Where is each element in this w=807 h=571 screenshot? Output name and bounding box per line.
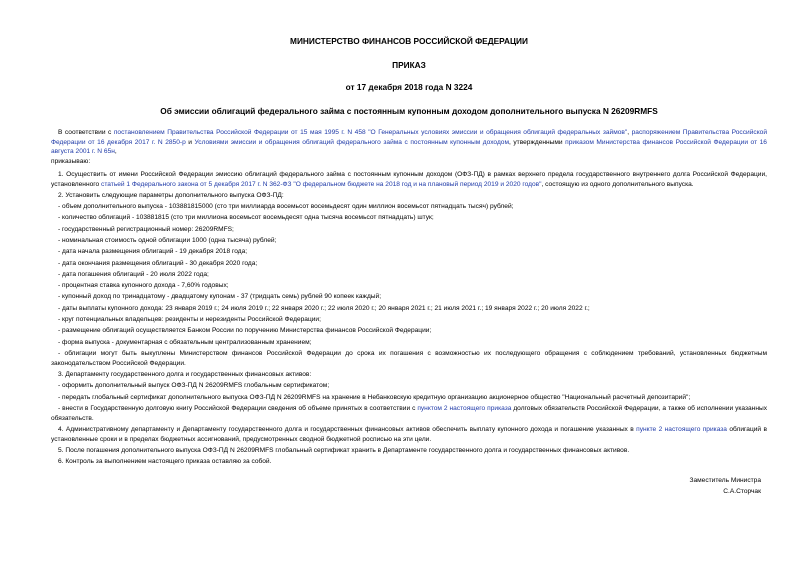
paragraph-text: 1. Осуществить от имени Российской Федерации эмиссию облигаций федерального займа с постоянным купонным доходом (ОФЗ-ПД) в рамках верхнего предела государственного внутреннего долга Российской Федерации, установленного bbox=[51, 170, 767, 188]
paragraph-2-line: 2. Установить следующие параметры дополнительного выпуска ОФЗ-ПД: bbox=[58, 191, 284, 199]
order-subject: Об эмиссии облигаций федерального займа с постоянным купонным доходом дополнительного выпуска N 26209RMFS bbox=[160, 106, 658, 116]
paragraph-3-line: - оформить дополнительный выпуск ОФЗ-ПД N 26209RMFS глобальным сертификатом; bbox=[58, 382, 330, 390]
order-body bbox=[51, 170, 767, 467]
paragraph-2-line: - размещение облигаций осуществляется Банком России по поручению Министерства финансов Российской Федерации; bbox=[58, 327, 432, 335]
preamble-text: , утвержденными bbox=[509, 138, 566, 146]
paragraph-2-line: - дата окончания размещения облигаций - 30 декабря 2020 года; bbox=[58, 259, 258, 267]
paragraph-2-line: - облигации могут быть выкуплены Министерством финансов Российской Федерации до срока их погашения с возможностью их последующего обращения с соблюдением требований, установленных бюджетным законодательством Российской Федерации. bbox=[51, 349, 767, 367]
paragraph-2-line: - объем дополнительного выпуска - 103881815000 (сто три миллиарда восемьсот восемьдесят один миллион восемьсот пятнадцать тысяч) рублей; bbox=[58, 203, 514, 211]
paragraph-2-line: - дата погашения облигаций - 20 июля 2022 года; bbox=[58, 270, 209, 278]
document-type: ПРИКАЗ bbox=[392, 60, 426, 70]
paragraph-2-line: - дата начала размещения облигаций - 19 декабря 2018 года; bbox=[58, 248, 248, 256]
paragraph-text: облигаций в установленные сроки и в пределах бюджетных ассигнований, предусмотренных сводной бюджетной росписью на эти цели. bbox=[51, 425, 767, 443]
paragraph-2-line: - номинальная стоимость одной облигации 1000 (одна тысяча) рублей; bbox=[58, 237, 277, 244]
paragraph-4 bbox=[51, 425, 767, 444]
preamble-text: и bbox=[185, 138, 195, 146]
preamble-text: , bbox=[114, 148, 117, 156]
paragraph-3-line: - передать глобальный сертификат дополнительного выпуска ОФЗ-ПД N 26209RMFS на хранение в Небанковскую кредитную организацию акционерное общество "Национальный расчетный депозитарий"; bbox=[58, 393, 691, 401]
signature-block bbox=[51, 475, 767, 497]
order-date-number: от 17 декабря 2018 года N 3224 bbox=[345, 82, 473, 92]
paragraph-2-line: - государственный регистрационный номер: 26209RMFS; bbox=[58, 225, 234, 233]
preamble-text: , bbox=[627, 129, 632, 136]
paragraph-text: 4. Административному департаменту и Департаменту государственного долга и государственных финансовых активов обеспечить выплату купонного дохода и погашение указанных в bbox=[58, 425, 637, 433]
link-federal-law-362[interactable]: статьей 1 Федерального закона от 5 декабря 2017 г. N 362-ФЗ "О федеральном бюджете на 2018 год и на плановый период 2019 и 2020 годов" bbox=[101, 180, 542, 188]
paragraph-2-line: - даты выплаты купонного дохода: 23 января 2019 г.; 24 июля 2019 г.; 22 января 2020 г.; 22 июля 2020 г.; 20 января 2021 г.; 21 июля 2021 г.; 19 января 2022 г.; 20 июля 2022 г.; bbox=[58, 304, 590, 312]
paragraph-2-line: - круг потенциальных владельцев: резиденты и нерезиденты Российской Федерации; bbox=[58, 316, 321, 324]
link-government-order-2850[interactable]: распоряжением Правительства Российской Федерации от 16 декабря 2017 г. N 2850-р bbox=[51, 129, 767, 146]
paragraph-2-line: - купонный доход по тринадцатому - двадцатому купонам - 37 (тридцать семь) рублей 90 копеек каждый; bbox=[58, 293, 382, 301]
paragraph-2-line: - процентная ставка купонного дохода - 7,60% годовых; bbox=[58, 282, 229, 290]
paragraph-1 bbox=[51, 170, 767, 189]
link-government-decree-458[interactable]: постановлением Правительства Российской Федерации от 15 мая 1995 г. N 458 "О Генеральных условиях эмиссии и обращения облигаций федеральных займов" bbox=[113, 129, 628, 136]
paragraph-3-line bbox=[51, 404, 767, 423]
ministry-heading: МИНИСТЕРСТВО ФИНАНСОВ РОССИЙСКОЙ ФЕДЕРАЦИИ bbox=[290, 36, 528, 46]
link-point-2[interactable]: пункте 2 настоящего приказа bbox=[636, 425, 727, 433]
signatory-name: С.А.Сторчак bbox=[723, 487, 761, 495]
link-emission-conditions[interactable]: Условиями эмиссии и обращения облигаций федерального займа с постоянным купонным доходом bbox=[194, 138, 509, 146]
paragraph-5: 5. После погашения дополнительного выпуска ОФЗ-ПД N 26209RMFS глобальный сертификат хранить в Департаменте государственного долга и государственных финансовых активов. bbox=[58, 446, 630, 454]
link-minfin-order-65n[interactable]: приказом Министерства финансов Российской Федерации от 16 августа 2001 г. N 65н bbox=[51, 138, 767, 156]
paragraph-3-line: 3. Департаменту государственного долга и государственных финансовых активов: bbox=[58, 370, 312, 378]
paragraph-text: , состоящую из одного дополнительного выпуска. bbox=[541, 180, 694, 188]
order-word: приказываю: bbox=[51, 158, 91, 166]
preamble-text: В соответствии с bbox=[58, 129, 114, 136]
preamble bbox=[51, 128, 767, 157]
link-point-2[interactable]: пунктом 2 настоящего приказа bbox=[417, 404, 512, 412]
signatory-title: Заместитель Министра bbox=[689, 476, 761, 484]
paragraph-2-line: - количество облигаций - 103881815 (сто три миллиона восемьсот восемьдесят одна тысяча восемьсот пятнадцать) штук; bbox=[58, 214, 434, 222]
paragraph-6: 6. Контроль за выполнением настоящего приказа оставляю за собой. bbox=[58, 458, 272, 466]
paragraph-text: долговых обязательств Российской Федерации, а также об исполнении указанных обязательств. bbox=[51, 404, 767, 422]
paragraph-2-line: - форма выпуска - документарная с обязательным централизованным хранением; bbox=[58, 338, 312, 346]
paragraph-text: - внести в Государственную долговую книгу Российской Федерации сведения об объеме принятых в соответствии с bbox=[58, 404, 418, 412]
